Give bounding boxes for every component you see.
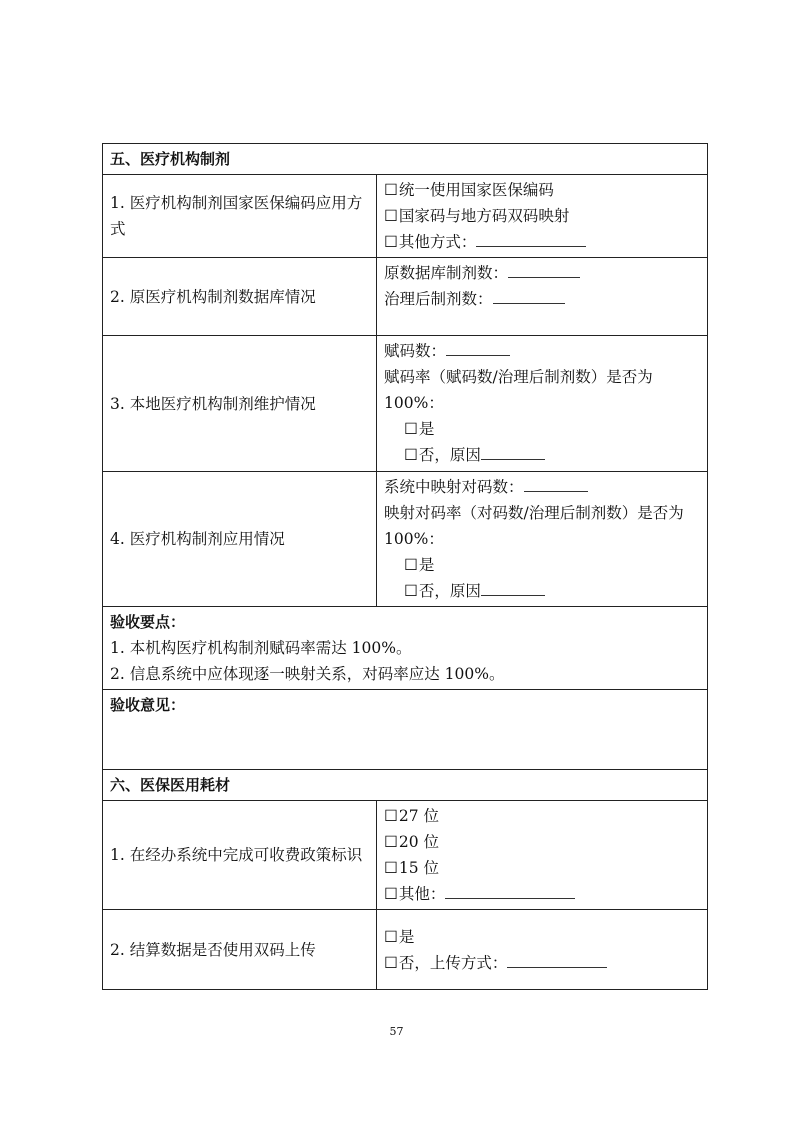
assigned-rate-question: 赋码率（赋码数/治理后制剂数）是否为 100%：: [384, 368, 653, 412]
row-dual-code-upload-label: 2. 结算数据是否使用双码上传: [103, 910, 377, 990]
acceptance-point-item: 1. 本机构医疗机构制剂赋码率需达 100%。: [110, 639, 412, 657]
checkbox-mapped-no[interactable]: ☐ 否，原因: [384, 578, 700, 604]
checkbox-option-other-method[interactable]: ☐ 其他方式：: [384, 229, 700, 255]
checkbox-option-27-digit[interactable]: ☐ 27 位: [384, 803, 700, 829]
checkbox-mapped-yes[interactable]: ☐ 是: [384, 552, 700, 578]
checkbox-option-20-digit[interactable]: ☐ 20 位: [384, 829, 700, 855]
acceptance-form-table: [102, 143, 708, 990]
checkbox-assigned-yes[interactable]: ☐ 是: [384, 416, 700, 442]
other-method-blank-line[interactable]: [476, 232, 586, 247]
row-local-maintenance-values: [377, 336, 708, 472]
mapped-count-blank-line[interactable]: [524, 477, 588, 492]
mapped-reason-blank-line[interactable]: [481, 581, 545, 596]
checkbox-upload-no[interactable]: ☐ 否，上传方式：: [384, 950, 700, 976]
section-6-title: 六、医保医用耗材: [103, 770, 708, 801]
row-charge-policy-options: [377, 801, 708, 910]
page-number: 57: [389, 1025, 404, 1038]
row-charge-policy-label: 1. 在经办系统中完成可收费政策标识: [103, 801, 377, 910]
checkbox-option-dual-code-mapping[interactable]: ☐ 国家码与地方码双码映射: [384, 203, 700, 229]
mapped-count-line: 系统中映射对码数：: [384, 474, 700, 500]
row-application-label: 4. 医疗机构制剂应用情况: [103, 472, 377, 607]
checkbox-assigned-no[interactable]: ☐ 否，原因: [384, 442, 700, 468]
mapped-rate-question: 映射对码率（对码数/治理后制剂数）是否为 100%：: [384, 504, 684, 548]
checkbox-option-15-digit[interactable]: ☐ 15 位: [384, 855, 700, 881]
checkbox-upload-yes[interactable]: ☐ 是: [384, 924, 700, 950]
acceptance-point-item: 2. 信息系统中应体现逐一映射关系，对码率应达 100%。: [110, 665, 505, 683]
row-local-maintenance-label: 3. 本地医疗机构制剂维护情况: [103, 336, 377, 472]
assigned-count-blank-line[interactable]: [446, 341, 510, 356]
checkbox-option-other[interactable]: ☐ 其他：: [384, 881, 700, 907]
row-application-values: [377, 472, 708, 607]
row-coding-method-options: [377, 175, 708, 258]
assigned-reason-blank-line[interactable]: [481, 445, 545, 460]
other-digit-blank-line[interactable]: [445, 884, 575, 899]
row-original-database-values: [377, 258, 708, 336]
section-5-title: 五、医疗机构制剂: [103, 144, 708, 175]
acceptance-points-cell: [103, 607, 708, 690]
governed-count-blank-line[interactable]: [493, 289, 565, 304]
row-coding-method-label: 1. 医疗机构制剂国家医保编码应用方式: [103, 175, 377, 258]
original-count-blank-line[interactable]: [508, 263, 580, 278]
upload-method-blank-line[interactable]: [507, 953, 607, 968]
acceptance-points-title: 验收要点：: [110, 613, 186, 631]
acceptance-opinion-label: 验收意见：: [103, 690, 708, 770]
row-original-database-label: 2. 原医疗机构制剂数据库情况: [103, 258, 377, 336]
governed-count-line: 治理后制剂数：: [384, 286, 700, 312]
checkbox-option-national-code[interactable]: ☐ 统一使用国家医保编码: [384, 177, 700, 203]
assigned-count-line: 赋码数：: [384, 338, 700, 364]
row-dual-code-upload-options: [377, 910, 708, 990]
original-count-line: 原数据库制剂数：: [384, 260, 700, 286]
